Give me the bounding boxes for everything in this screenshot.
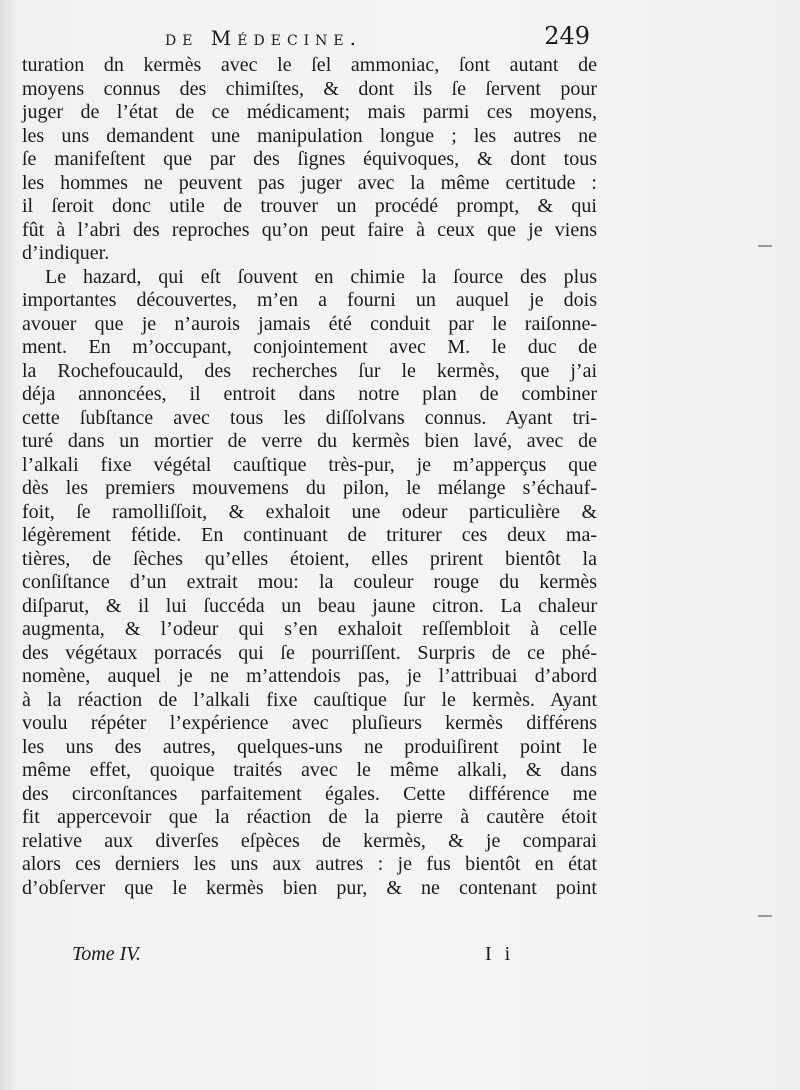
text-line: Le hazard, qui eſt ſouvent en chimie la ſource des plus	[45, 265, 597, 288]
text-line: fût à l’abri des reproches qu’on peut faire à ceux que je viens	[22, 218, 597, 241]
text-line: d’obſerver que le kermès bien pur, & ne contenant point	[22, 876, 597, 899]
running-head: de Médecine.	[165, 26, 363, 50]
text-line: tières, de ſèches qu’elles étoient, elles prirent bientôt la	[22, 547, 597, 570]
text-line: à la réaction de l’alkali fixe cauſtique ſur le kermès. Ayant	[22, 688, 597, 711]
body-text	[22, 54, 597, 900]
text-line: des végétaux porracés qui ſe pourriſſent. Surpris de ce phé-	[22, 641, 597, 664]
text-line: déja annoncées, il entroit dans notre plan de combiner	[22, 383, 597, 405]
page-number: 249	[544, 22, 590, 50]
volume-label: Tome IV.	[72, 943, 141, 965]
margin-mark	[758, 915, 772, 917]
text-line: l’alkali fixe végétal cauſtique très-pur, je m’apperçus que	[22, 453, 597, 476]
text-line: ſe manifeſtent que par des ſignes équivoques, & dont tous	[22, 148, 597, 170]
text-line: dès les premiers mouvemens du pilon, le mélange s’échauf-	[22, 477, 597, 499]
text-line: augmenta, & l’odeur qui s’en exhaloit reſſembloit à celle	[22, 618, 597, 640]
margin-mark	[758, 245, 772, 247]
text-line: même effet, quoique traités avec le même alkali, & dans	[22, 759, 597, 781]
text-line: importantes découvertes, m’en a fourni un auquel je dois	[22, 289, 597, 311]
text-line: relative aux diverſes eſpèces de kermès, & je comparai	[22, 829, 597, 852]
text-line: cette ſubſtance avec tous les diſſolvans connus. Ayant tri-	[22, 406, 597, 429]
text-line: ment. En m’occupant, conjointement avec M. le duc de	[22, 336, 597, 358]
text-line: juger de l’état de ce médicament; mais parmi ces moyens,	[22, 101, 597, 123]
text-line: turé dans un mortier de verre du kermès bien lavé, avec de	[22, 430, 597, 452]
page-header	[0, 22, 800, 58]
text-line: les hommes ne peuvent pas juger avec la même certitude :	[22, 171, 597, 194]
text-line: alors ces derniers les uns aux autres : je fus bientôt en état	[22, 853, 597, 875]
text-line: fit appercevoir que la réaction de la pierre à cautère étoit	[22, 806, 597, 828]
text-line: voulu répéter l’expérience avec pluſieurs kermès différens	[22, 712, 597, 734]
text-line: avouer que je n’aurois jamais été conduit par le raiſonne-	[22, 312, 597, 335]
text-line: d’indiquer.	[22, 242, 110, 264]
page-footer	[0, 943, 800, 973]
text-line: foit, ſe ramolliſſoit, & exhaloit une odeur particulière &	[22, 500, 597, 523]
text-line: conſiſtance d’un extrait mou: la couleur rouge du kermès	[22, 571, 597, 593]
text-line: il ſeroit donc utile de trouver un procédé prompt, & qui	[22, 195, 597, 217]
text-line: des circonſtances parfaitement égales. Cette différence me	[22, 782, 597, 805]
text-line: diſparut, & il lui ſuccéda un beau jaune citron. La chaleur	[22, 594, 597, 617]
text-line: nomène, auquel je ne m’attendois pas, je l’attribuai d’abord	[22, 665, 597, 687]
text-line: les uns demandent une manipulation longue ; les autres ne	[22, 124, 597, 147]
text-line: les uns des autres, quelques-uns ne produiſirent point le	[22, 735, 597, 758]
text-line: moyens connus des chimiſtes, & dont ils ſe ſervent pour	[22, 77, 597, 100]
text-line: la Rochefoucauld, des recherches ſur le kermès, que j’ai	[22, 359, 597, 382]
text-line: turation dn kermès avec le ſel ammoniac, ſont autant de	[22, 54, 597, 76]
signature-mark: I i	[485, 943, 515, 965]
text-line: légèrement fétide. En continuant de triturer ces deux ma-	[22, 524, 597, 546]
